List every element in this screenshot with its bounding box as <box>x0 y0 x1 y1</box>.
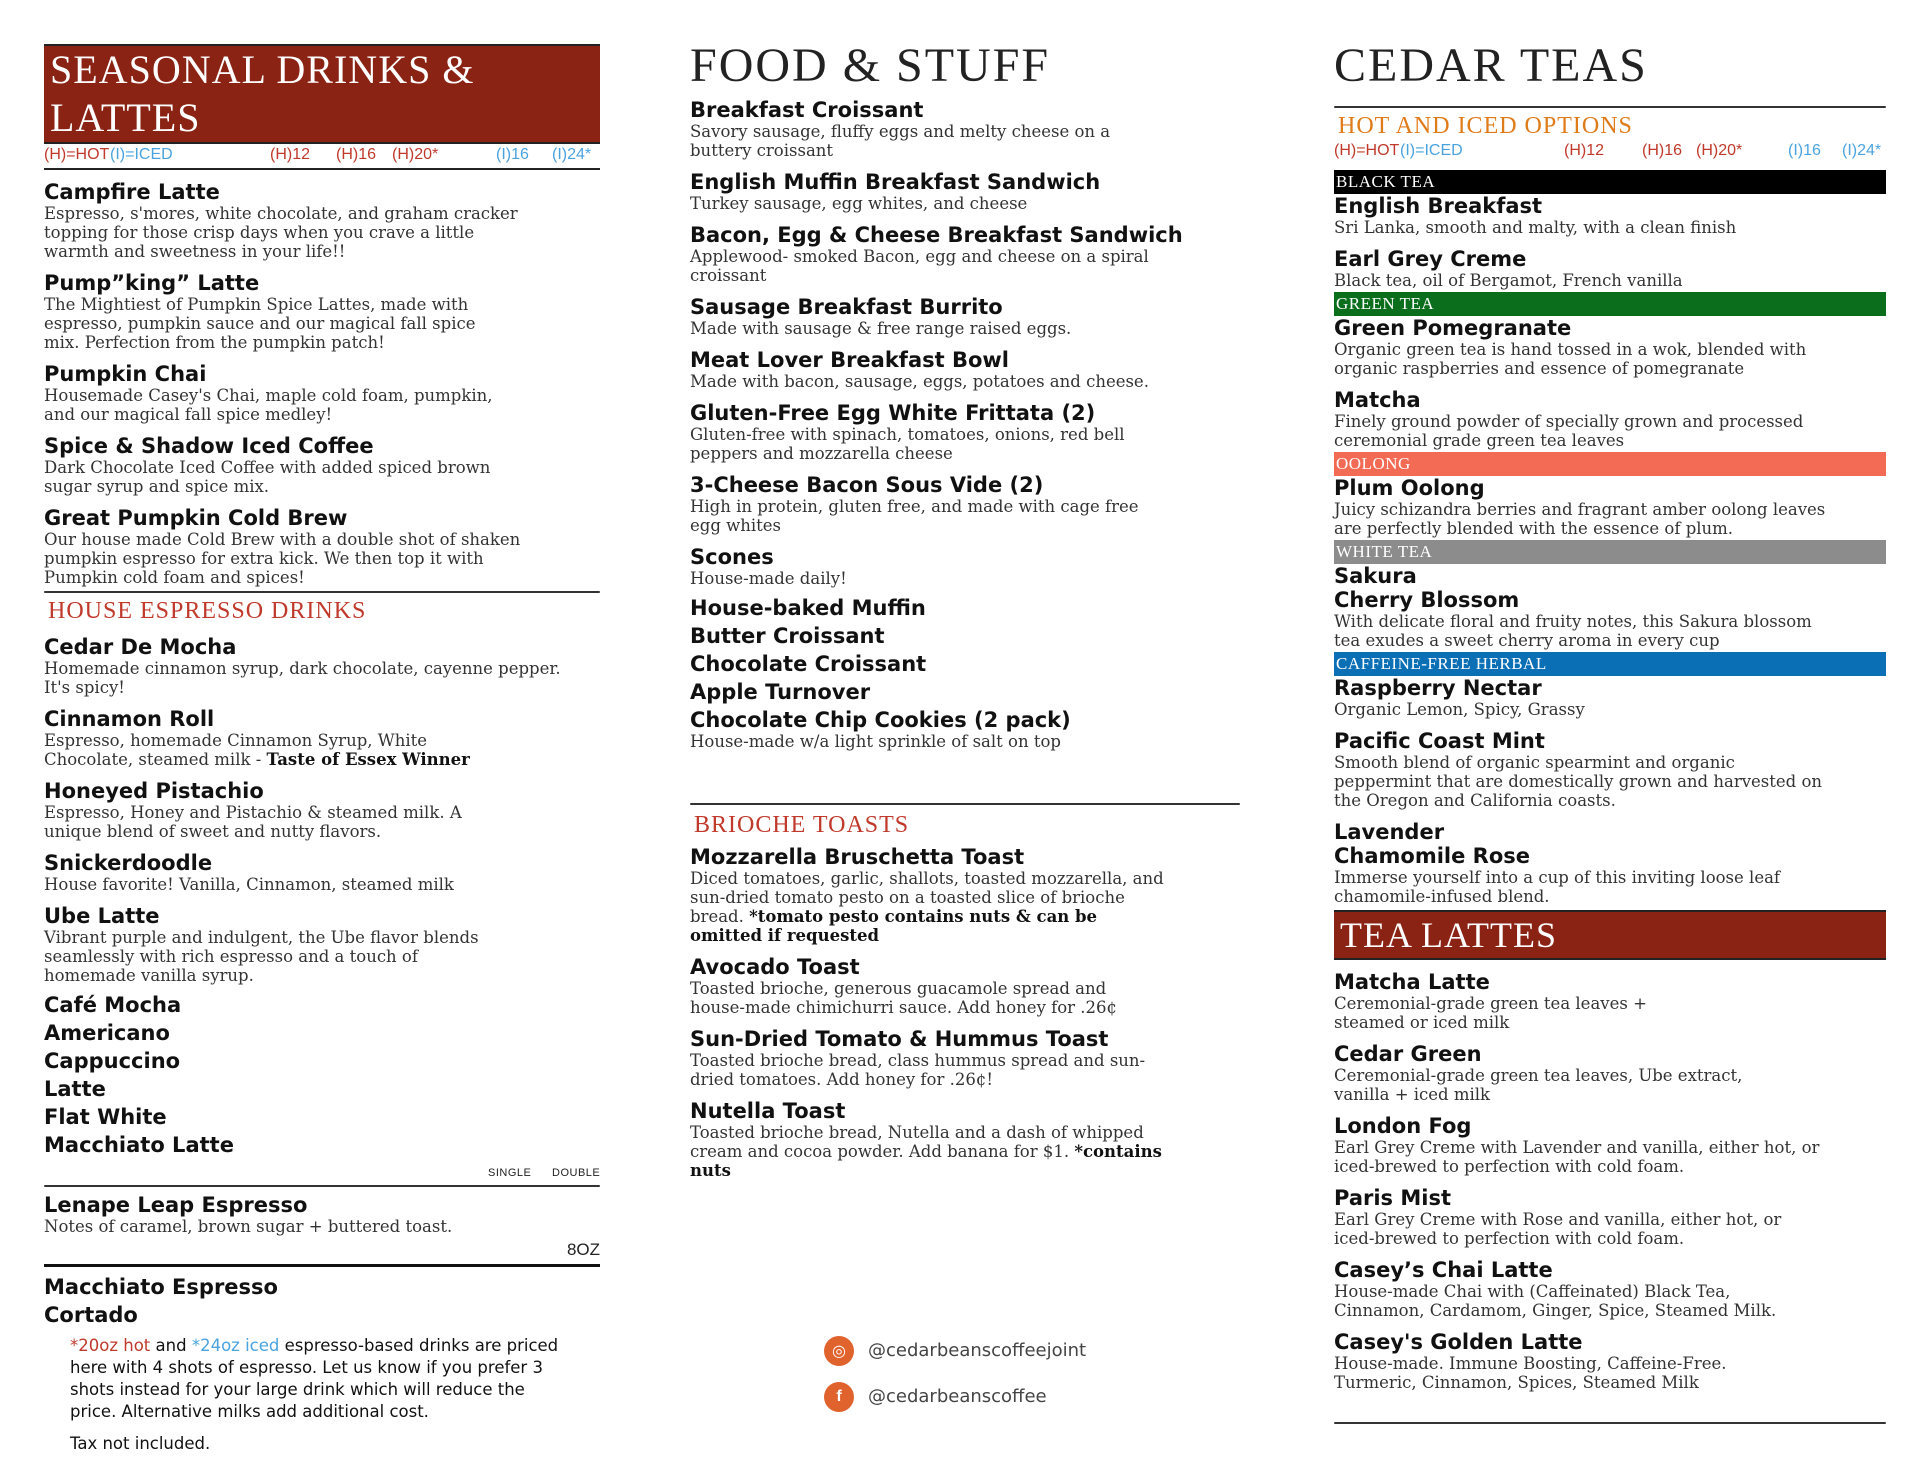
item-name: Honeyed Pistachio <box>44 779 264 803</box>
item-desc: Espresso, Honey and Pistachio & steamed milk. A unique blend of sweet and nutty flavors. <box>44 803 462 841</box>
pricing-note <box>70 1335 570 1423</box>
black-tea-bar: BLACK TEA <box>1334 170 1886 194</box>
menu-item <box>1334 1186 1886 1248</box>
item-desc: Organic Lemon, Spicy, Grassy <box>1334 700 1585 719</box>
size-h12: (H)12 <box>1564 142 1605 159</box>
note-hot: *20oz hot <box>70 1336 151 1355</box>
brioche-title: BRIOCHE TOASTS <box>694 812 910 838</box>
item-name: English Muffin Breakfast Sandwich <box>690 170 1101 194</box>
item-desc: Earl Grey Creme with Rose and vanilla, either hot, or iced-brewed to perfection with cold foam. <box>1334 1210 1782 1248</box>
oz-label: 8OZ <box>566 1240 600 1259</box>
item-desc: Homemade cinnamon syrup, dark chocolate, cayenne pepper. It's spicy! <box>44 659 561 697</box>
item-name: Casey's Golden Latte <box>1334 1330 1583 1354</box>
menu-item <box>1334 1042 1886 1104</box>
legend-hot: (H)=HOT <box>1334 142 1400 159</box>
oolong-bar: OOLONG <box>1334 452 1886 476</box>
size-i24: (I)24* <box>1842 142 1882 159</box>
size-h12: (H)12 <box>270 146 311 163</box>
menu-item <box>690 473 1250 535</box>
item-name: Casey’s Chai Latte <box>1334 1258 1553 1282</box>
facebook-text: @cedarbeanscoffee <box>868 1386 1047 1407</box>
tea-lattes-banner: TEA LATTES <box>1334 910 1886 960</box>
item-name: Great Pumpkin Cold Brew <box>44 506 348 530</box>
item-name: Raspberry Nectar <box>1334 676 1542 700</box>
menu-item <box>690 1099 1250 1180</box>
item-desc: Ceremonial-grade green tea leaves, Ube extract, vanilla + iced milk <box>1334 1066 1743 1104</box>
instagram-handle[interactable] <box>824 1336 1086 1366</box>
item-desc: Toasted brioche, generous guacamole spread and house-made chimichurri sauce. Add honey for .26¢ <box>690 979 1118 1017</box>
item-desc: House-made daily! <box>690 569 847 588</box>
item-name: Latte <box>44 1077 106 1101</box>
item-desc: Sri Lanka, smooth and malty, with a clean finish <box>1334 218 1737 237</box>
size-i24: (I)24* <box>552 146 592 163</box>
item-desc: House-made Chai with (Caffeinated) Black Tea, Cinnamon, Cardamom, Ginger, Spice, Steamed Milk. <box>1334 1282 1777 1320</box>
divider <box>44 1264 600 1267</box>
menu-item <box>690 845 1250 945</box>
house-list <box>44 635 600 985</box>
item-name: Pumpkin Chai <box>44 362 207 386</box>
item-desc: Made with sausage & free range raised eggs. <box>690 319 1072 338</box>
item-name: Sun-Dried Tomato & Hummus Toast <box>690 1027 1109 1051</box>
item-name: Ube Latte <box>44 904 160 928</box>
divider <box>44 591 600 593</box>
item-name: Green Pomegranate <box>1334 316 1572 340</box>
hot-iced-subtitle: HOT AND ICED OPTIONS <box>1338 113 1633 139</box>
size-h16: (H)16 <box>1642 142 1683 159</box>
menu-item <box>44 904 600 985</box>
teas-title: CEDAR TEAS <box>1334 39 1648 92</box>
menu-item <box>1334 1258 1886 1320</box>
item-name: Lavender <box>1334 820 1445 844</box>
divider <box>1334 1422 1886 1424</box>
menu-item <box>44 180 600 261</box>
item-name: Chamomile Rose <box>1334 844 1531 868</box>
item-desc: Finely ground powder of specially grown and processed ceremonial grade green tea leaves <box>1334 412 1804 450</box>
item-desc: Made with bacon, sausage, eggs, potatoes and cheese. <box>690 372 1149 391</box>
item-desc: Earl Grey Creme with Lavender and vanilla, either hot, or iced-brewed to perfection with cold foam. <box>1334 1138 1820 1176</box>
item-name: Campfire Latte <box>44 180 220 204</box>
item-name: Chocolate Croissant <box>690 652 927 676</box>
item-name: Apple Turnover <box>690 680 871 704</box>
menu-item <box>690 348 1250 391</box>
menu-item <box>1334 1330 1886 1392</box>
item-name: Earl Grey Creme <box>1334 247 1527 271</box>
menu-item <box>690 1027 1250 1089</box>
item-desc: Toasted brioche bread, class hummus spread and sun-dried tomatoes. Add honey for .26¢! <box>690 1051 1146 1089</box>
item-name: Chocolate Chip Cookies (2 pack) <box>690 708 1071 732</box>
item-name: Sakura <box>1334 564 1417 588</box>
item-desc: The Mightiest of Pumpkin Spice Lattes, made with espresso, pumpkin sauce and our magical fall spice mix. Perfection from the pumpkin patch! <box>44 295 476 352</box>
legend-hot: (H)=HOT <box>44 146 110 163</box>
item-name: Meat Lover Breakfast Bowl <box>690 348 1009 372</box>
bakery-list <box>690 596 1250 751</box>
item-desc: House favorite! Vanilla, Cinnamon, steamed milk <box>44 875 454 894</box>
size-i16: (I)16 <box>496 146 529 163</box>
item-desc: Gluten-free with spinach, tomatoes, onions, red bell peppers and mozzarella cheese <box>690 425 1125 463</box>
tea-price-legend <box>1334 140 1886 164</box>
item-name: Americano <box>44 1021 170 1045</box>
size-h20: (H)20* <box>1696 142 1743 159</box>
toast-list <box>690 845 1250 1180</box>
item-desc: Housemade Casey's Chai, maple cold foam, pumpkin, and our magical fall spice medley! <box>44 386 493 424</box>
item-desc: Ceremonial-grade green tea leaves + steamed or iced milk <box>1334 994 1647 1032</box>
size-h20: (H)20* <box>392 146 439 163</box>
house-espresso-title: HOUSE ESPRESSO DRINKS <box>48 598 367 624</box>
item-name: Plum Oolong <box>1334 476 1485 500</box>
herbal-bar: CAFFEINE-FREE HERBAL <box>1334 652 1886 676</box>
item-desc: Black tea, oil of Bergamot, French vanilla <box>1334 271 1683 290</box>
shot-legend <box>44 1163 600 1183</box>
menu-item <box>690 401 1250 463</box>
note-iced: *24oz iced <box>191 1336 280 1355</box>
menu-item <box>690 955 1250 1017</box>
item-name: Sausage Breakfast Burrito <box>690 295 1003 319</box>
item-desc: Smooth blend of organic spearmint and organic peppermint that are domestically grown and harvested on the Oregon and California coasts. <box>1334 753 1823 810</box>
menu-item <box>44 707 600 769</box>
item-desc: Toasted brioche bread, Nutella and a dash of whipped cream and cocoa powder. Add banana for $1. <box>690 1123 1144 1161</box>
item-name: Paris Mist <box>1334 1186 1451 1210</box>
menu-item <box>690 170 1250 213</box>
legend-iced: (I)=ICED <box>110 146 173 163</box>
menu-item <box>44 779 600 841</box>
divider <box>44 1185 600 1187</box>
item-name: London Fog <box>1334 1114 1472 1138</box>
item-name: Avocado Toast <box>690 955 860 979</box>
item-name: English Breakfast <box>1334 194 1543 218</box>
item-name: Café Mocha <box>44 993 182 1017</box>
menu-item <box>1334 1114 1886 1176</box>
divider <box>1334 106 1886 108</box>
tax-note: Tax not included. <box>70 1434 211 1453</box>
item-name: Macchiato Espresso <box>44 1275 278 1299</box>
menu-item <box>690 295 1250 338</box>
item-name: Scones <box>690 545 774 569</box>
menu-item <box>690 545 1250 588</box>
item-desc: Savory sausage, fluffy eggs and melty cheese on a buttery croissant <box>690 122 1111 160</box>
item-name: Lenape Leap Espresso <box>44 1193 308 1217</box>
menu-item <box>44 851 600 894</box>
item-desc: Espresso, s'mores, white chocolate, and graham cracker topping for those crisp days when you crave a little warmth and sweetness in your life!! <box>44 204 518 261</box>
item-name: Nutella Toast <box>690 1099 846 1123</box>
item-desc: High in protein, gluten free, and made with cage free egg whites <box>690 497 1139 535</box>
food-title: FOOD & STUFF <box>690 39 1051 92</box>
item-desc: With delicate floral and fruity notes, this Sakura blossom tea exudes a sweet cherry aroma in every cup <box>1334 612 1812 650</box>
facebook-handle[interactable] <box>824 1382 1047 1412</box>
teas-column <box>1334 0 1886 1424</box>
item-name: Gluten-Free Egg White Frittata (2) <box>690 401 1096 425</box>
item-desc: House-made w/a light sprinkle of salt on top <box>690 732 1061 751</box>
menu-item <box>44 506 600 587</box>
item-desc: Organic green tea is hand tossed in a wok, blended with organic raspberries and essence of pomegranate <box>1334 340 1807 378</box>
item-desc: Applewood- smoked Bacon, egg and cheese on a spiral croissant <box>690 247 1149 285</box>
item-name: Mozzarella Bruschetta Toast <box>690 845 1025 869</box>
item-name: Bacon, Egg & Cheese Breakfast Sandwich <box>690 223 1183 247</box>
legend-iced: (I)=ICED <box>1400 142 1463 159</box>
item-desc: Turkey sausage, egg whites, and cheese <box>690 194 1028 213</box>
item-desc: Juicy schizandra berries and fragrant amber oolong leaves are perfectly blended with the essence of plum. <box>1334 500 1826 538</box>
size-i16: (I)16 <box>1788 142 1821 159</box>
item-name: Breakfast Croissant <box>690 98 924 122</box>
item-name: 3-Cheese Bacon Sous Vide (2) <box>690 473 1044 497</box>
note-rest: espresso-based drinks are priced here with 4 shots of espresso. Let us know if you prefer 3 shots instead for your large drink which will reduce the price. Alternative milks add additional cost. <box>70 1336 559 1421</box>
menu-item <box>1334 970 1886 1032</box>
item-name: Macchiato Latte <box>44 1133 234 1157</box>
plain-drinks-list <box>44 993 600 1157</box>
award-text: Taste of Essex Winner <box>266 750 470 769</box>
allergy-note: *tomato pesto contains nuts & can be omitted if requested <box>690 907 1098 945</box>
food-list <box>690 98 1250 588</box>
item-desc: Immerse yourself into a cup of this inviting loose leaf chamomile-infused blend. <box>1334 868 1781 906</box>
facebook-icon: f <box>824 1382 854 1412</box>
item-desc: Dark Chocolate Iced Coffee with added spiced brown sugar syrup and spice mix. <box>44 458 491 496</box>
note-and: and <box>150 1336 192 1355</box>
single-label: SINGLE <box>488 1167 532 1179</box>
item-desc: Diced tomatoes, garlic, shallots, toasted mozzarella, and sun-dried tomato pesto on a toasted slice of brioche bread. <box>690 869 1164 926</box>
menu-item <box>44 362 600 424</box>
item-name: Flat White <box>44 1105 167 1129</box>
item-desc: Notes of caramel, brown sugar + buttered toast. <box>44 1217 453 1236</box>
green-tea-bar: GREEN TEA <box>1334 292 1886 316</box>
menu-item <box>44 271 600 352</box>
divider <box>690 803 1240 805</box>
seasonal-banner: SEASONAL DRINKS & LATTES <box>44 44 600 144</box>
item-name: Cortado <box>44 1303 138 1327</box>
allergy-note: *contains nuts <box>690 1142 1162 1180</box>
white-tea-bar: WHITE TEA <box>1334 540 1886 564</box>
item-name: Cedar Green <box>1334 1042 1482 1066</box>
menu-item <box>44 434 600 496</box>
price-legend <box>44 144 600 170</box>
seasonal-column <box>44 0 600 1455</box>
item-name: Cinnamon Roll <box>44 707 215 731</box>
item-name: Snickerdoodle <box>44 851 213 875</box>
food-column <box>690 0 1250 1180</box>
instagram-text: @cedarbeanscoffeejoint <box>868 1340 1087 1361</box>
item-name: Matcha Latte <box>1334 970 1490 994</box>
item-name: Matcha <box>1334 388 1421 412</box>
item-name: Cappuccino <box>44 1049 181 1073</box>
item-name: House-baked Muffin <box>690 596 926 620</box>
size-h16: (H)16 <box>336 146 377 163</box>
item-name: Spice & Shadow Iced Coffee <box>44 434 374 458</box>
item-desc: House-made. Immune Boosting, Caffeine-Free. Turmeric, Cinnamon, Spices, Steamed Milk <box>1334 1354 1727 1392</box>
seasonal-list <box>44 180 600 587</box>
item-name: Cedar De Mocha <box>44 635 237 659</box>
instagram-icon: ◎ <box>824 1336 854 1366</box>
tea-lattes-list <box>1334 970 1886 1392</box>
item-name: Butter Croissant <box>690 624 885 648</box>
double-label: DOUBLE <box>552 1167 601 1179</box>
item-name: Pump”king” Latte <box>44 271 260 295</box>
menu-item <box>690 98 1250 160</box>
item-desc: Espresso, homemade Cinnamon Syrup, White Chocolate, steamed milk - <box>44 731 428 769</box>
item-name: Pacific Coast Mint <box>1334 729 1545 753</box>
item-desc: Vibrant purple and indulgent, the Ube flavor blends seamlessly with rich espresso and a touch of homemade vanilla syrup. <box>44 928 479 985</box>
menu-item <box>44 635 600 697</box>
menu-item <box>690 223 1250 285</box>
item-desc: Our house made Cold Brew with a double shot of shaken pumpkin espresso for extra kick. We then top it with Pumpkin cold foam and spices! <box>44 530 521 587</box>
item-name: Cherry Blossom <box>1334 588 1520 612</box>
